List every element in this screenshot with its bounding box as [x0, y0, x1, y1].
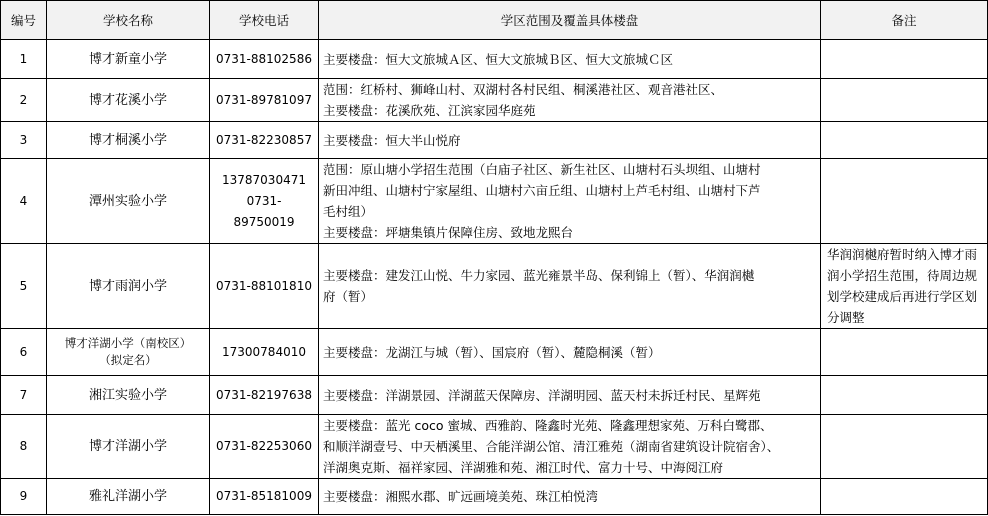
table-row [1, 479, 988, 515]
table-row [1, 79, 988, 122]
table-row [1, 244, 988, 329]
table-row [1, 329, 988, 376]
cell-no: 9 [1, 479, 47, 515]
cell-school-name [47, 244, 210, 329]
cell-note [821, 329, 988, 376]
cell-school-name [47, 79, 210, 122]
cell-district-area [319, 40, 821, 79]
cell-line: 潭州实验小学 [88, 193, 167, 209]
cell-line: 湘江实验小学 [88, 387, 167, 403]
cell-district-area [319, 122, 821, 159]
cell-line: 博才桐溪小学 [88, 132, 167, 148]
cell-note [821, 479, 988, 515]
table-body [1, 40, 988, 515]
cell-district-area [319, 376, 821, 415]
cell-line: 主要楼盘：湘熙水郡、旷远画境美苑、珠江柏悦湾 [323, 489, 599, 504]
cell-line: 17300784010 [222, 344, 306, 359]
header-district-area: 学区范围及覆盖具体楼盘 [319, 1, 821, 40]
cell-no: 2 [1, 79, 47, 122]
cell-school-phone [210, 415, 319, 479]
cell-no: 3 [1, 122, 47, 159]
table-row [1, 415, 988, 479]
cell-note [821, 376, 988, 415]
cell-line: 博才洋湖小学（南校区） [64, 336, 192, 350]
cell-line: 主要楼盘：恒大文旅城Ａ区、恒大文旅城Ｂ区、恒大文旅城Ｃ区 [323, 51, 674, 67]
cell-no: 5 [1, 244, 47, 329]
cell-school-name [47, 479, 210, 515]
cell-district-area [319, 79, 821, 122]
cell-line: 0731- [246, 193, 282, 208]
cell-line: 0731-89781097 [216, 92, 312, 107]
cell-school-phone [210, 479, 319, 515]
cell-line: 0731-82230857 [216, 132, 312, 147]
cell-line: 范围：原山塘小学招生范围（白庙子社区、新生社区、山塘村石头坝组、山塘村 [323, 162, 761, 177]
table-row [1, 159, 988, 244]
cell-district-area [319, 329, 821, 376]
cell-school-phone [210, 122, 319, 159]
table-row [1, 40, 988, 79]
cell-line: 博才洋湖小学 [88, 439, 167, 454]
cell-school-phone [210, 159, 319, 244]
cell-district-area [319, 479, 821, 515]
cell-no: 8 [1, 415, 47, 479]
cell-line: 范围：红桥村、狮峰山村、双湖村各村民组、桐溪港社区、观音港社区、 [323, 82, 724, 97]
cell-note [821, 159, 988, 244]
cell-line: 博才花溪小学 [88, 92, 167, 108]
header-school-name: 学校名称 [47, 1, 210, 40]
cell-line: 主要楼盘：洋湖景园、洋湖蓝天保障房、洋湖明园、蓝天村未拆迁村民、星辉苑 [323, 387, 761, 403]
cell-school-name [47, 415, 210, 479]
cell-line: 主要楼盘：龙湖江与城（暂）、国宸府（暂）、麓隐桐溪（暂） [323, 344, 661, 360]
cell-line: 洋湖奥克斯、福祥家园、洋湖雅和苑、湘江时代、富力十号、中海阅江府 [323, 460, 724, 475]
cell-school-name [47, 329, 210, 376]
cell-line: 0731-82253060 [216, 439, 312, 453]
cell-line: 0731-82197638 [216, 387, 312, 402]
cell-note [821, 244, 988, 329]
header-no: 编号 [1, 1, 47, 40]
table-row [1, 376, 988, 415]
cell-line: 主要楼盘：花溪欣苑、江滨家园华庭苑 [323, 103, 536, 118]
cell-note [821, 40, 988, 79]
cell-school-name [47, 376, 210, 415]
cell-school-phone [210, 329, 319, 376]
cell-line: 主要楼盘：建发江山悦、牛力家园、蓝光雍景半岛、保利锦上（暂）、华润润樾 [323, 268, 755, 283]
cell-line: 0731-85181009 [216, 489, 312, 503]
cell-school-name [47, 159, 210, 244]
cell-line: 府（暂） [323, 289, 374, 304]
table-header-row [1, 1, 988, 40]
cell-no: 1 [1, 40, 47, 79]
cell-line: 新田冲组、山塘村宁家屋组、山塘村六亩丘组、山塘村上芦毛村组、山塘村下芦 [323, 183, 761, 198]
cell-line: 毛村组） [323, 204, 374, 219]
cell-note [821, 415, 988, 479]
note-text: 华润润樾府暂时纳入博才雨润小学招生范围，待周边规划学校建成后再进行学区划分调整 [827, 247, 978, 325]
cell-line: 雅礼洋湖小学 [88, 489, 167, 504]
cell-line: 13787030471 [222, 172, 306, 187]
cell-line: 和顺洋湖壹号、中天栖溪里、合能洋湖公馆、清江雅苑（湖南省建筑设计院宿舍）、 [323, 439, 780, 454]
cell-no: 4 [1, 159, 47, 244]
header-school-phone: 学校电话 [210, 1, 319, 40]
cell-no: 6 [1, 329, 47, 376]
cell-school-phone [210, 376, 319, 415]
cell-line: 主要楼盘：恒大半山悦府 [323, 132, 461, 148]
cell-note [821, 122, 988, 159]
cell-district-area [319, 415, 821, 479]
cell-school-name [47, 40, 210, 79]
cell-line: 89750019 [233, 214, 295, 229]
cell-line: 0731-88101810 [216, 278, 312, 293]
cell-school-phone [210, 244, 319, 329]
cell-school-name [47, 122, 210, 159]
cell-line: 主要楼盘：蓝光 coco 蜜城、西雅韵、隆鑫时光苑、隆鑫理想家苑、万科白鹭郡、 [323, 418, 773, 433]
cell-school-phone [210, 40, 319, 79]
cell-line: 博才新童小学 [88, 51, 167, 67]
cell-line: 0731-88102586 [216, 51, 312, 66]
cell-line: （拟定名） [99, 353, 157, 367]
cell-district-area [319, 244, 821, 329]
cell-district-area [319, 159, 821, 244]
cell-note [821, 79, 988, 122]
cell-school-phone [210, 79, 319, 122]
cell-no: 7 [1, 376, 47, 415]
header-note: 备注 [821, 1, 988, 40]
cell-line: 主要楼盘：坪塘集镇片保障住房、致地龙熙台 [323, 225, 574, 240]
table-row [1, 122, 988, 159]
cell-line: 博才雨润小学 [88, 278, 167, 294]
